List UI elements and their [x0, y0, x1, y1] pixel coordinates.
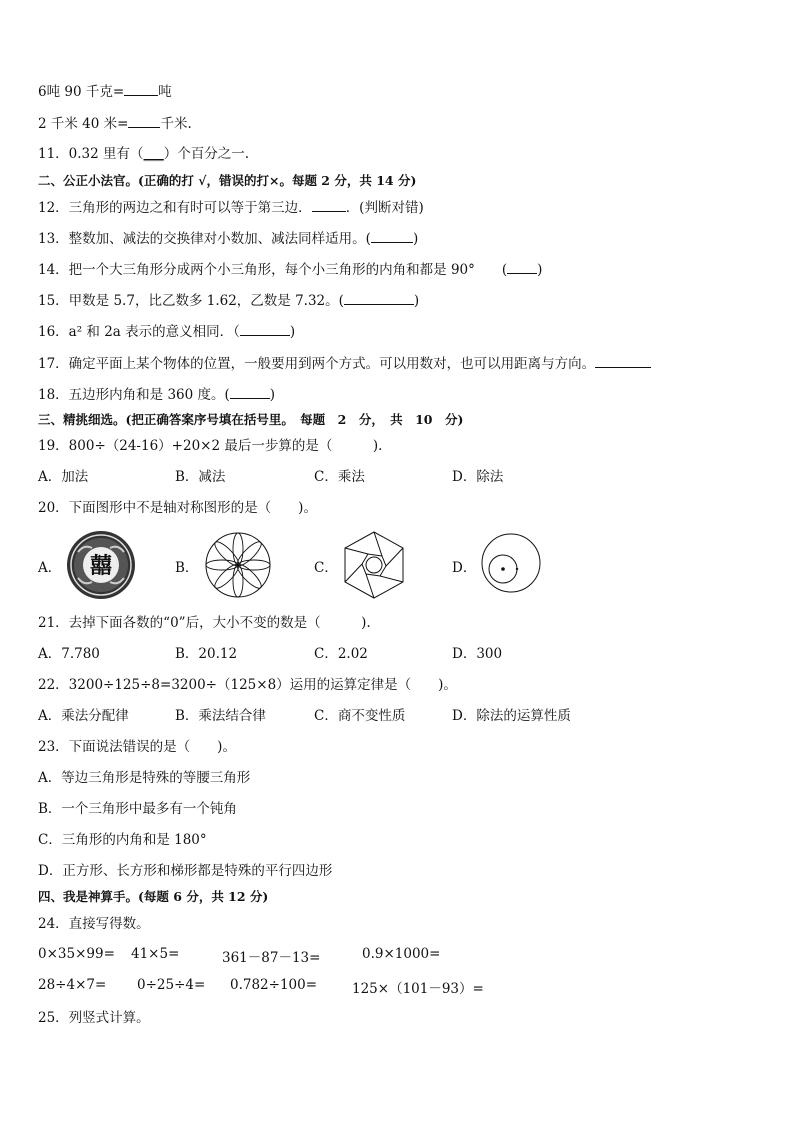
- hexagon-pinwheel-icon: [338, 530, 410, 600]
- question-19: 19．800÷（24-16）+20×2 最后一步算的是（ ).: [38, 438, 383, 454]
- option-a[interactable]: A．加法: [38, 469, 89, 485]
- answer-blank[interactable]: [344, 291, 414, 305]
- question-16: 16．a² 和 2a 表示的意义相同．（ ): [38, 324, 296, 340]
- answer-blank[interactable]: [230, 385, 270, 399]
- option-d[interactable]: D．正方形、长方形和梯形都是特殊的平行四边形: [38, 863, 333, 879]
- eight-petal-flower-icon: [203, 530, 273, 600]
- calc-item: 125×（101－93）=: [352, 981, 484, 997]
- question-20: 20．下面图形中不是轴对称图形的是（ )。: [38, 500, 317, 516]
- calc-item: 0×35×99=: [38, 946, 115, 962]
- answer-blank[interactable]: [240, 322, 290, 336]
- option-b[interactable]: B．一个三角形中最多有一个钝角: [38, 801, 237, 817]
- question-23: 23．下面说法错误的是（ )。: [38, 739, 236, 755]
- option-a[interactable]: A．7.780: [38, 646, 100, 662]
- option-d[interactable]: D．除法的运算性质: [452, 708, 571, 724]
- option-b[interactable]: B．减法: [175, 469, 226, 485]
- question-17: 17．确定平面上某个物体的位置，一般要用到两个方式。可以用数对，也可以用距离与方向。: [38, 354, 651, 373]
- question-11: 11．0.32 里有（___）个百分之一.: [38, 146, 250, 162]
- option-c[interactable]: C．2.02: [314, 646, 368, 662]
- question-24: 24．直接写得数。: [38, 916, 150, 932]
- answer-blank[interactable]: [312, 198, 346, 212]
- option-a[interactable]: A．乘法分配律: [38, 708, 129, 724]
- option-c[interactable]: C．: [314, 560, 338, 576]
- answer-blank[interactable]: [128, 114, 160, 128]
- calc-item: 28÷4×7=: [38, 977, 107, 993]
- calc-item: 41×5=: [131, 946, 180, 962]
- option-b[interactable]: B．乘法结合律: [175, 708, 266, 724]
- calc-item: 0÷25÷4=: [137, 977, 206, 993]
- question-unit-ton: 6吨 90 千克= 吨: [38, 84, 172, 100]
- question-12: 12．三角形的两边之和有时可以等于第三边． ．(判断对错): [38, 200, 424, 216]
- calc-item: 361－87－13=: [222, 950, 321, 966]
- answer-blank[interactable]: ___: [143, 146, 164, 162]
- option-c[interactable]: C．乘法: [314, 469, 365, 485]
- question-18: 18．五边形内角和是 360 度。( ): [38, 387, 276, 403]
- question-13: 13．整数加、减法的交换律对小数加、减法同样适用。( ): [38, 231, 419, 247]
- section-2-title: 二、公正小法官。(正确的打 √，错误的打×。每题 2 分，共 14 分): [38, 173, 417, 188]
- question-unit-km: 2 千米 40 米= 千米.: [38, 116, 192, 132]
- option-c[interactable]: C．三角形的内角和是 180°: [38, 832, 207, 848]
- option-d[interactable]: D．300: [452, 646, 503, 662]
- circle-with-dot-icon: [480, 530, 542, 594]
- answer-blank[interactable]: [595, 354, 651, 368]
- answer-blank[interactable]: [371, 229, 413, 243]
- section-4-title: 四、我是神算手。(每题 6 分，共 12 分): [38, 889, 269, 904]
- option-a[interactable]: A．: [38, 560, 62, 576]
- option-a[interactable]: A．等边三角形是特殊的等腰三角形: [38, 770, 251, 786]
- question-21: 21．去掉下面各数的“0”后，大小不变的数是（ ).: [38, 615, 371, 631]
- double-happiness-medallion-icon: [66, 530, 136, 600]
- option-d[interactable]: D．除法: [452, 469, 504, 485]
- double-happiness-text: 囍: [89, 554, 113, 579]
- section-3-title: 三、精挑细选。(把正确答案序号填在括号里。 每题 2 分， 共 10 分): [38, 412, 464, 427]
- option-b[interactable]: B．: [175, 560, 199, 576]
- calc-item: 0.782÷100=: [230, 977, 318, 993]
- calc-item: 0.9×1000=: [362, 946, 441, 962]
- question-20-figures: [38, 530, 598, 600]
- question-14: 14．把一个大三角形分成两个小三角形，每个小三角形的内角和都是 90° ( ): [38, 262, 543, 278]
- option-b[interactable]: B．20.12: [175, 646, 238, 662]
- option-c[interactable]: C．商不变性质: [314, 708, 406, 724]
- option-d[interactable]: D．: [452, 560, 477, 576]
- question-25: 25．列竖式计算。: [38, 1010, 150, 1026]
- question-22: 22．3200÷125÷8=3200÷（125×8）运用的运算定律是（ )。: [38, 677, 457, 693]
- question-15: 15．甲数是 5.7，比乙数多 1.62，乙数是 7.32。( ): [38, 293, 420, 309]
- answer-blank[interactable]: [507, 260, 537, 274]
- answer-blank[interactable]: [124, 82, 158, 96]
